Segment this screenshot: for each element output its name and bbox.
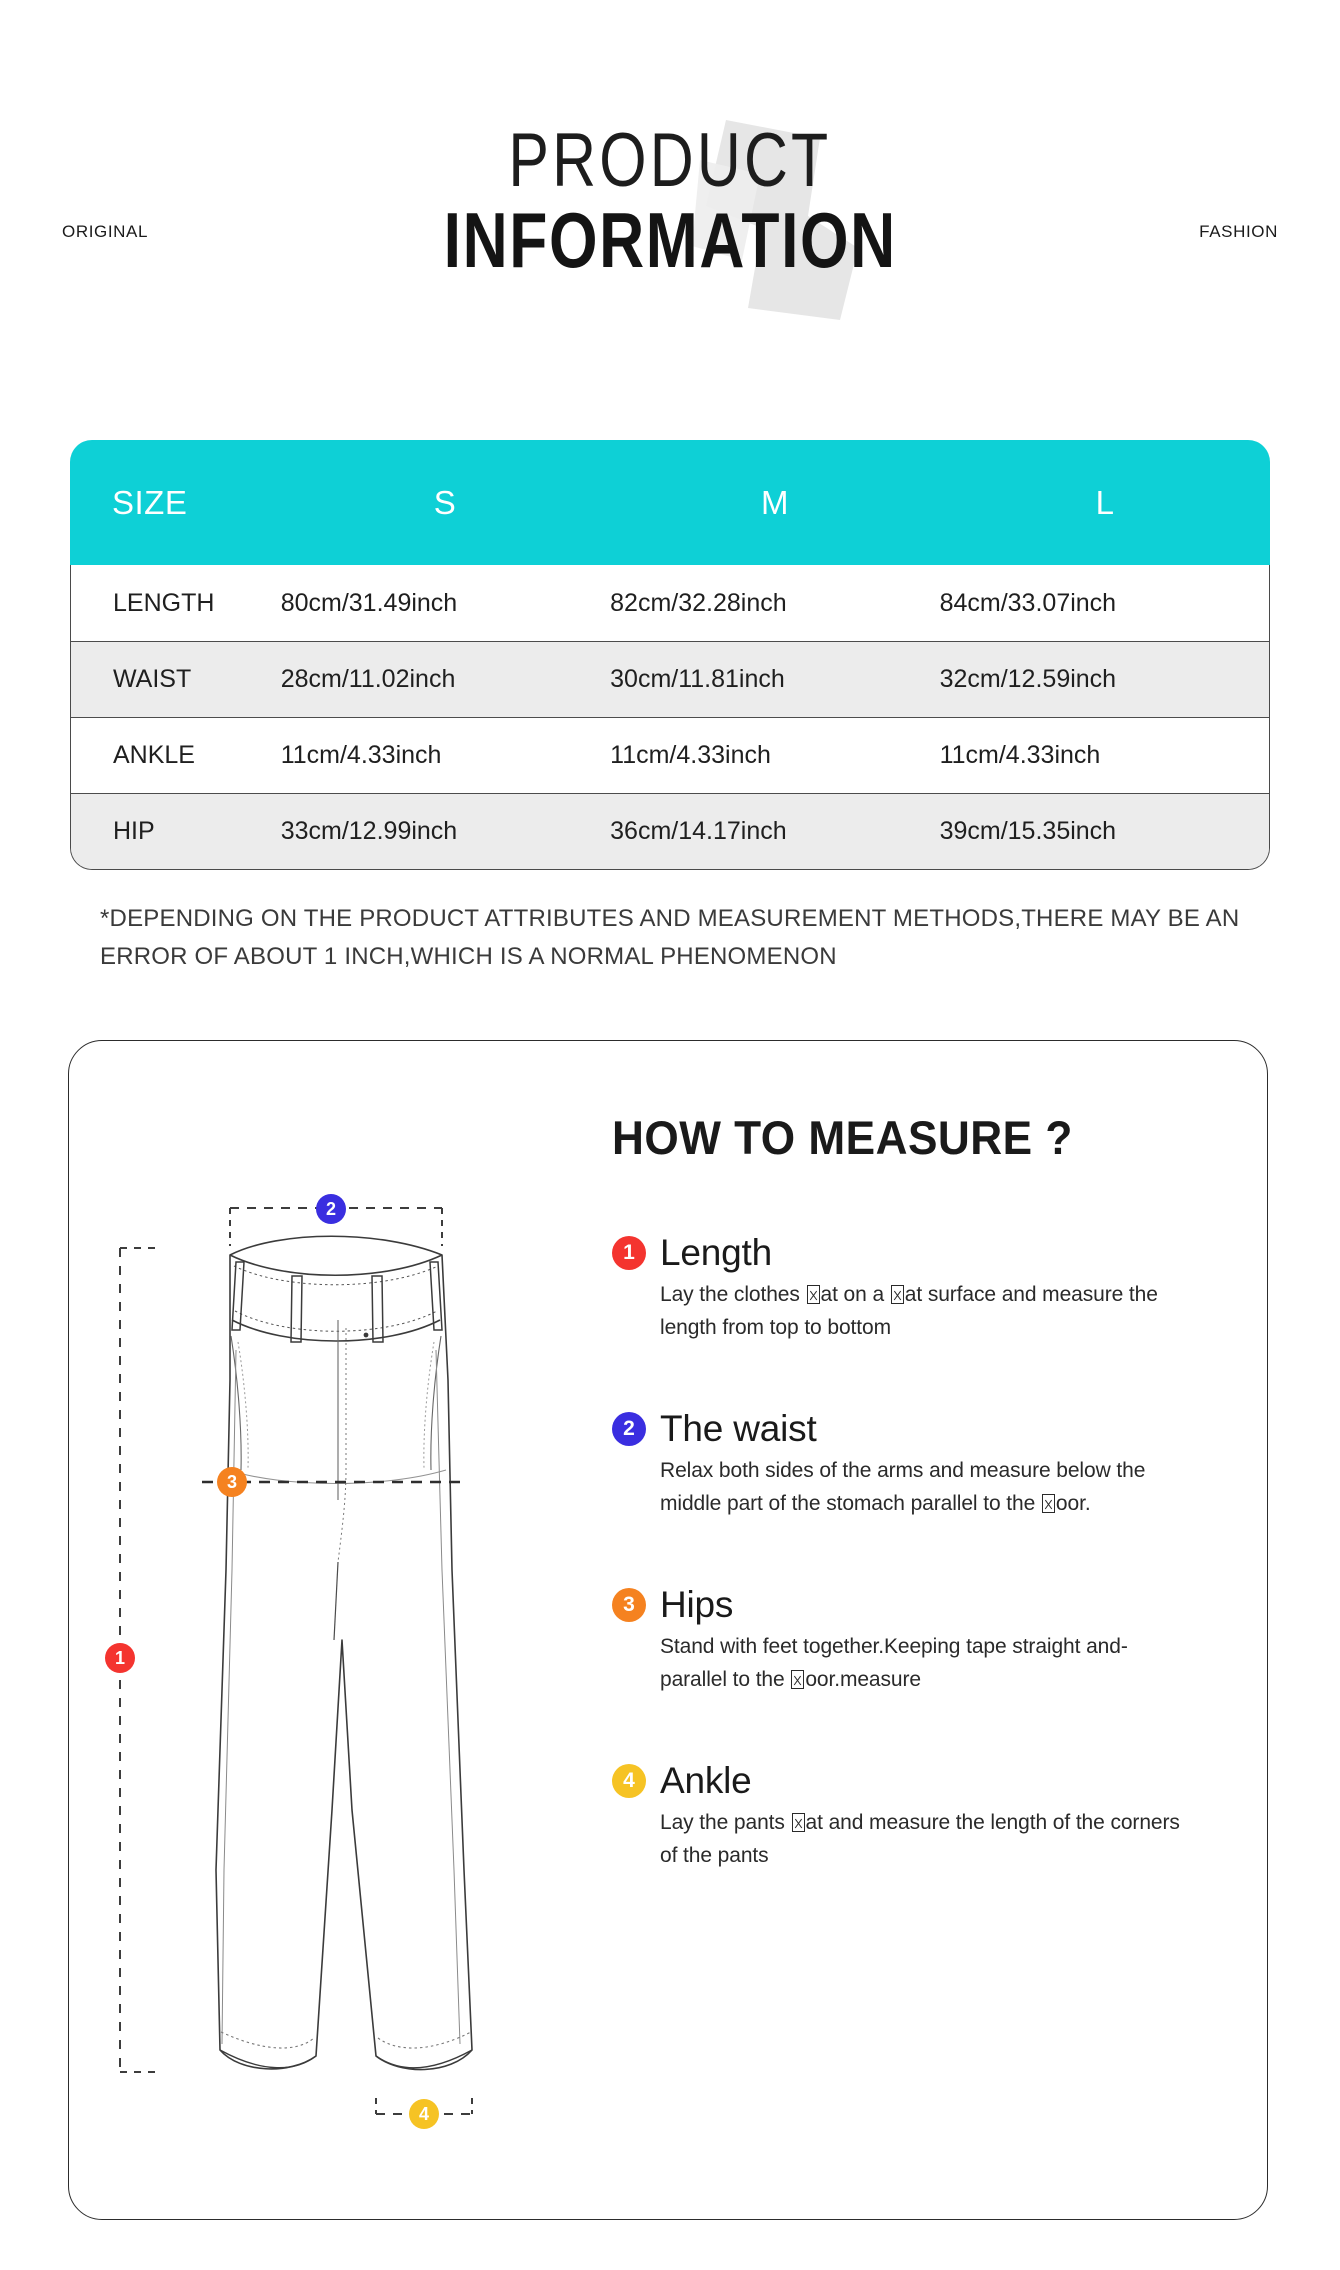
measure-item-hips xyxy=(612,1584,1212,1696)
cell-ankle-s: 11cm/4.33inch xyxy=(280,741,442,769)
table-row xyxy=(71,641,1269,717)
row-label-waist: WAIST xyxy=(113,665,192,693)
column-header-m: M xyxy=(761,483,789,521)
measure-item-waist xyxy=(612,1408,1212,1520)
row-label-hip: HIP xyxy=(113,817,155,845)
missing-glyph-icon xyxy=(791,1670,804,1689)
column-header-size: SIZE xyxy=(112,483,188,521)
page-title-line2: INFORMATION xyxy=(443,196,897,284)
desc-text-part: oor.measure xyxy=(805,1668,921,1691)
measure-item-desc-waist xyxy=(660,1454,1180,1520)
row-label-length: LENGTH xyxy=(113,588,215,617)
diagram-marker-hip: 3 xyxy=(217,1467,247,1497)
desc-text-part: Stand with feet together.Keeping tape straight and-parallel to the xyxy=(660,1635,1128,1691)
cell-length-l: 84cm/33.07inch xyxy=(939,588,1117,617)
measurement-disclaimer: *DEPENDING ON THE PRODUCT ATTRIBUTES AND MEASUREMENT METHODS,THERE MAY BE AN ERROR OF ABOUT 1 INCH,WHICH IS A NORMAL PHENOMENON xyxy=(100,905,1240,970)
missing-glyph-icon xyxy=(1042,1494,1055,1513)
measure-item-title-waist: The waist xyxy=(660,1408,817,1449)
table-row xyxy=(71,565,1269,641)
diagram-marker-length: 1 xyxy=(105,1643,135,1673)
missing-glyph-icon xyxy=(792,1813,805,1832)
cell-length-s: 80cm/31.49inch xyxy=(280,588,458,617)
page-title xyxy=(0,120,1340,282)
column-header-l: L xyxy=(1095,483,1115,521)
size-chart-table xyxy=(70,440,1270,870)
desc-text-part: at on a xyxy=(820,1283,890,1306)
table-row xyxy=(71,717,1269,793)
measure-item-title-length: Length xyxy=(660,1232,772,1273)
measure-item-badge-3: 3 xyxy=(612,1588,646,1622)
cell-hip-m: 36cm/14.17inch xyxy=(610,817,787,845)
size-chart-header-row xyxy=(70,440,1270,565)
measure-item-badge-1: 1 xyxy=(612,1236,646,1270)
desc-text-part: at surface and measure the length from top to bottom xyxy=(660,1283,1158,1339)
missing-glyph-icon xyxy=(891,1285,904,1304)
cell-hip-s: 33cm/12.99inch xyxy=(280,817,458,845)
cell-waist-s: 28cm/11.02inch xyxy=(280,665,456,693)
measure-item-title-ankle: Ankle xyxy=(660,1760,752,1801)
header-left-label: ORIGINAL xyxy=(62,222,149,241)
header-right-label: FASHION xyxy=(1199,222,1278,241)
measure-item-badge-2: 2 xyxy=(612,1412,646,1446)
desc-text-part: at and measure the length of the corners of the pants xyxy=(660,1811,1180,1867)
cell-ankle-m: 11cm/4.33inch xyxy=(610,741,771,769)
measure-item-badge-4: 4 xyxy=(612,1764,646,1798)
how-to-measure-title: HOW TO MEASURE ? xyxy=(612,1111,1073,1164)
column-header-s: S xyxy=(433,483,457,521)
page-header xyxy=(0,0,1340,420)
cell-waist-m: 30cm/11.81inch xyxy=(610,665,785,693)
missing-glyph-icon xyxy=(807,1285,820,1304)
desc-text-part: Lay the pants xyxy=(660,1811,791,1834)
pants-diagram xyxy=(80,1170,600,2170)
cell-length-m: 82cm/32.28inch xyxy=(610,588,787,617)
cell-waist-l: 32cm/12.59inch xyxy=(939,665,1117,693)
measure-item-desc-length xyxy=(660,1278,1180,1344)
desc-text-part: Lay the clothes xyxy=(660,1283,806,1306)
page-title-line1: PRODUCT xyxy=(508,118,832,203)
cell-hip-l: 39cm/15.35inch xyxy=(939,817,1117,845)
table-row xyxy=(71,793,1269,869)
desc-text-part: oor. xyxy=(1055,1492,1091,1515)
measure-item-desc-hips xyxy=(660,1630,1180,1696)
measure-item-desc-ankle xyxy=(660,1806,1180,1872)
diagram-marker-ankle: 4 xyxy=(409,2099,439,2129)
diagram-marker-waist: 2 xyxy=(316,1194,346,1224)
measure-item-title-hips: Hips xyxy=(660,1584,734,1625)
measure-items-list xyxy=(612,1232,1212,1936)
row-label-ankle: ANKLE xyxy=(113,741,195,769)
size-chart-body xyxy=(70,565,1270,870)
desc-text-part: Relax both sides of the arms and measure below the middle part of the stomach parallel to the xyxy=(660,1459,1146,1515)
cell-ankle-l: 11cm/4.33inch xyxy=(939,741,1101,769)
measure-item-ankle xyxy=(612,1760,1212,1872)
measure-item-length xyxy=(612,1232,1212,1344)
